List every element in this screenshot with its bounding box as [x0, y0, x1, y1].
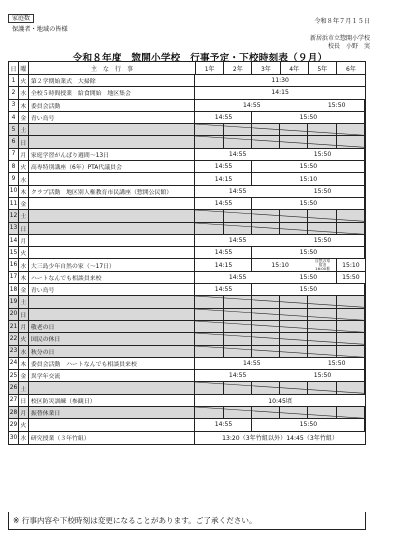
table-row	[9, 198, 365, 210]
row-event	[29, 235, 195, 246]
closed-day-slash	[195, 223, 365, 234]
row-grade-cells	[195, 136, 365, 147]
closed-day-slash	[195, 136, 365, 147]
row-grade-cells	[195, 419, 365, 430]
closed-day-slash	[195, 407, 365, 418]
table-row	[9, 235, 365, 247]
table-row	[9, 210, 365, 222]
row-day: 24	[9, 358, 19, 369]
row-grade-cells	[195, 186, 365, 197]
row-grade-cells	[195, 124, 365, 135]
table-row	[9, 186, 365, 198]
row-event	[29, 309, 195, 320]
row-dow: 土	[19, 296, 29, 307]
row-grade-cells	[195, 321, 365, 332]
footer-note: ※ 行事内容や下校時刻は変更になることがあります。ご了承ください。	[8, 512, 366, 530]
row-day: 28	[9, 407, 19, 418]
row-grade-cells	[195, 100, 365, 111]
closed-day-slash	[195, 210, 365, 221]
table-row	[9, 432, 365, 444]
row-day: 26	[9, 382, 19, 393]
row-event	[29, 210, 195, 221]
table-row	[9, 370, 365, 382]
row-day: 16	[9, 259, 19, 270]
row-day: 3	[9, 100, 19, 111]
row-dow: 月	[19, 149, 29, 160]
row-day: 15	[9, 247, 19, 258]
row-grade-cells	[195, 309, 365, 320]
row-grade-cells	[195, 333, 365, 344]
dismissal-time: 15:50	[309, 100, 365, 111]
row-day: 17	[9, 272, 19, 283]
header-grade-5: 5年	[309, 62, 337, 74]
document-tag: 家庭数	[8, 14, 34, 23]
dismissal-time: 14:55	[196, 370, 280, 381]
row-day: 21	[9, 321, 19, 332]
table-row	[9, 223, 365, 235]
row-dow: 日	[19, 223, 29, 234]
row-grade-cells	[195, 272, 365, 283]
dismissal-time: 15:50	[252, 112, 364, 123]
row-grade-cells	[195, 223, 365, 234]
row-day: 19	[9, 296, 19, 307]
row-day: 22	[9, 333, 19, 344]
row-day: 8	[9, 161, 19, 172]
table-row	[9, 173, 365, 185]
row-event: 敬老の日	[29, 321, 195, 332]
row-day: 7	[9, 149, 19, 160]
page-title: 令和８年度 惣開小学校 行事予定・下校時刻表（９月）	[72, 53, 328, 64]
row-grade-cells	[195, 235, 365, 246]
row-day: 4	[9, 112, 19, 123]
row-day: 10	[9, 186, 19, 197]
header-dow: 曜	[19, 62, 29, 74]
row-dow: 金	[19, 284, 29, 295]
dismissal-time: 11:30	[196, 75, 365, 86]
dismissal-time: 13:20（3年竹組以外）14:45（3年竹組）	[196, 432, 365, 444]
row-day: 9	[9, 173, 19, 184]
row-dow: 水	[19, 173, 29, 184]
dismissal-time: 14:55	[196, 358, 308, 369]
row-event: 第２学期始業式 大掃除	[29, 75, 195, 86]
row-dow: 金	[19, 370, 29, 381]
row-dow: 土	[19, 382, 29, 393]
schedule-table	[8, 61, 366, 445]
row-dow: 火	[19, 419, 29, 430]
row-grade-cells	[195, 112, 365, 123]
dismissal-time: 14:55	[196, 272, 280, 283]
row-dow: 土	[19, 124, 29, 135]
row-dow: 日	[19, 309, 29, 320]
row-day: 23	[9, 346, 19, 357]
closed-day-slash	[195, 296, 365, 307]
table-row	[9, 346, 365, 358]
row-grade-cells	[195, 161, 365, 172]
row-grade-cells	[195, 407, 365, 418]
table-row	[9, 87, 365, 99]
row-grade-cells	[195, 284, 365, 295]
row-event: 異学年交流	[29, 370, 195, 381]
dismissal-time: 15:10	[337, 259, 364, 270]
dismissal-time: 15:50	[281, 186, 365, 197]
row-event: 振替休業日	[29, 407, 195, 418]
row-event	[29, 296, 195, 307]
row-event: クラブ活動 地区別人権教育市民講座（惣開公民館）	[29, 186, 195, 197]
row-grade-cells	[195, 247, 365, 258]
row-grade-cells	[195, 395, 365, 406]
table-row	[9, 333, 365, 345]
table-row	[9, 395, 365, 407]
dismissal-time: 15:50	[252, 161, 364, 172]
header-grade-1: 1年	[196, 62, 224, 74]
row-dow: 木	[19, 272, 29, 283]
row-day: 11	[9, 198, 19, 209]
table-row	[9, 272, 365, 284]
dismissal-time: 15:50	[252, 419, 364, 430]
dismissal-time: 14:55	[196, 284, 252, 295]
dismissal-time: 15:10	[252, 173, 364, 184]
dismissal-time: 14:15	[196, 259, 252, 270]
dismissal-time: 14:55	[196, 235, 280, 246]
row-day: 18	[9, 284, 19, 295]
row-dow: 水	[19, 87, 29, 98]
row-event: 国民の休日	[29, 333, 195, 344]
header-grade-6: 6年	[346, 65, 356, 73]
row-dow: 土	[19, 210, 29, 221]
dismissal-time: 14:55	[196, 198, 252, 209]
row-event	[29, 136, 195, 147]
row-event: 大三島少年自然の家（～17日）	[29, 259, 195, 270]
dismissal-time: 15:50	[281, 370, 365, 381]
closed-day-slash	[195, 124, 365, 135]
row-event	[29, 382, 195, 393]
dismissal-time: 15:50	[337, 272, 364, 283]
table-row	[9, 124, 365, 136]
table-row	[9, 247, 365, 259]
closed-day-slash	[195, 321, 365, 332]
table-row	[9, 419, 365, 431]
dismissal-time: 14:55	[196, 149, 280, 160]
dismissal-time: 14:55	[196, 161, 252, 172]
table-row	[9, 136, 365, 148]
principal-name: 校長 小野 実	[327, 43, 370, 50]
row-grade-cells	[195, 382, 365, 393]
row-day: 20	[9, 309, 19, 320]
header-events: 主 な 行 事	[29, 62, 196, 74]
row-event: 校区防災訓練（参観日）	[29, 395, 195, 406]
row-dow: 月	[19, 321, 29, 332]
row-day: 1	[9, 75, 19, 86]
row-day: 13	[9, 223, 19, 234]
row-dow: 火	[19, 247, 29, 258]
table-row	[9, 284, 365, 296]
row-grade-cells	[195, 149, 365, 160]
dismissal-time: 15:50	[252, 247, 364, 258]
dismissal-time: 15:10	[252, 259, 308, 270]
row-dow: 木	[19, 186, 29, 197]
row-event: 委員会活動	[29, 100, 195, 111]
dismissal-time: 自然の家 宿泊 16:00着	[309, 259, 336, 270]
dismissal-time: 14:55	[196, 112, 252, 123]
table-row	[9, 296, 365, 308]
school-name: 新居浜市立惣開小学校	[309, 35, 370, 42]
row-event	[29, 198, 195, 209]
table-row	[9, 161, 365, 173]
row-grade-cells	[195, 198, 365, 209]
dismissal-time: 15:50	[252, 198, 364, 209]
row-event: ハートなんでも相談員来校	[29, 272, 195, 283]
row-dow: 金	[19, 112, 29, 123]
row-day: 6	[9, 136, 19, 147]
dismissal-time: 15:50	[281, 272, 337, 283]
row-dow: 月	[19, 235, 29, 246]
table-row	[9, 382, 365, 394]
table-row	[9, 309, 365, 321]
row-day: 30	[9, 432, 19, 444]
dismissal-time: 14:55	[196, 100, 308, 111]
dismissal-time: 14:55	[196, 247, 252, 258]
row-grade-cells	[195, 296, 365, 307]
row-dow: 金	[19, 198, 29, 209]
row-day: 5	[9, 124, 19, 135]
row-dow: 月	[19, 407, 29, 418]
dismissal-time: 15:50	[309, 358, 365, 369]
row-event: 秋分の日	[29, 346, 195, 357]
row-event	[29, 173, 195, 184]
row-grade-cells	[195, 432, 365, 444]
row-dow: 木	[19, 100, 29, 111]
dismissal-time: 15:50	[281, 235, 365, 246]
row-day: 12	[9, 210, 19, 221]
row-event: 高専特別講座（6年）PTA代議員会	[29, 161, 195, 172]
issue-date: 令和８年７月１５日	[314, 18, 370, 25]
row-event	[29, 419, 195, 430]
table-row	[9, 75, 365, 87]
row-grade-cells	[195, 259, 365, 270]
dismissal-time: 15:50	[252, 284, 364, 295]
row-event	[29, 124, 195, 135]
row-day: 2	[9, 87, 19, 98]
row-dow: 火	[19, 161, 29, 172]
row-event: 全校５時間授業 給食開始 地区集会	[29, 87, 195, 98]
row-day: 29	[9, 419, 19, 430]
row-grade-cells	[195, 346, 365, 357]
row-dow: 火	[19, 333, 29, 344]
row-grade-cells	[195, 173, 365, 184]
row-dow: 火	[19, 75, 29, 86]
row-event: 研究授業（３年竹組）	[29, 432, 195, 444]
dismissal-time: 15:50	[281, 149, 365, 160]
closed-day-slash	[195, 346, 365, 357]
row-dow: 水	[19, 432, 29, 444]
dismissal-time: 14:15	[196, 87, 365, 98]
table-row	[9, 358, 365, 370]
table-row	[9, 259, 365, 271]
row-dow: 水	[19, 346, 29, 357]
row-grade-cells	[195, 370, 365, 381]
closed-day-slash	[195, 333, 365, 344]
row-dow: 日	[19, 136, 29, 147]
audience-line: 保護者・地域の皆様	[12, 26, 68, 33]
dismissal-time: 14:55	[196, 419, 252, 430]
header-grade-4: 4年	[281, 62, 309, 74]
closed-day-slash	[195, 309, 365, 320]
row-event: 家庭学習がんばり週間～13日	[29, 149, 195, 160]
table-row	[9, 149, 365, 161]
row-grade-cells	[195, 75, 365, 86]
row-event	[29, 247, 195, 258]
row-event: 委員会活動 ハートなんでも相談員来校	[29, 358, 195, 369]
table-row	[9, 100, 365, 112]
header-grade-3: 3年	[252, 62, 280, 74]
row-day: 14	[9, 235, 19, 246]
row-event: 青い鳥号	[29, 284, 195, 295]
header-grade-2: 2年	[224, 62, 252, 74]
row-event	[29, 223, 195, 234]
row-grade-cells	[195, 358, 365, 369]
dismissal-time: 14:15	[196, 173, 252, 184]
row-day: 27	[9, 395, 19, 406]
closed-day-slash	[195, 382, 365, 393]
table-row	[9, 112, 365, 124]
dismissal-time: 10:45頃	[196, 395, 365, 406]
table-header	[9, 62, 365, 75]
header-day: 日	[9, 62, 19, 74]
row-event: 青い鳥号	[29, 112, 195, 123]
row-dow: 水	[19, 259, 29, 270]
table-row	[9, 321, 365, 333]
row-grade-cells	[195, 87, 365, 98]
row-dow: 木	[19, 358, 29, 369]
row-grade-cells	[195, 210, 365, 221]
row-day: 25	[9, 370, 19, 381]
row-dow: 日	[19, 395, 29, 406]
dismissal-time: 14:55	[196, 186, 280, 197]
table-row	[9, 407, 365, 419]
